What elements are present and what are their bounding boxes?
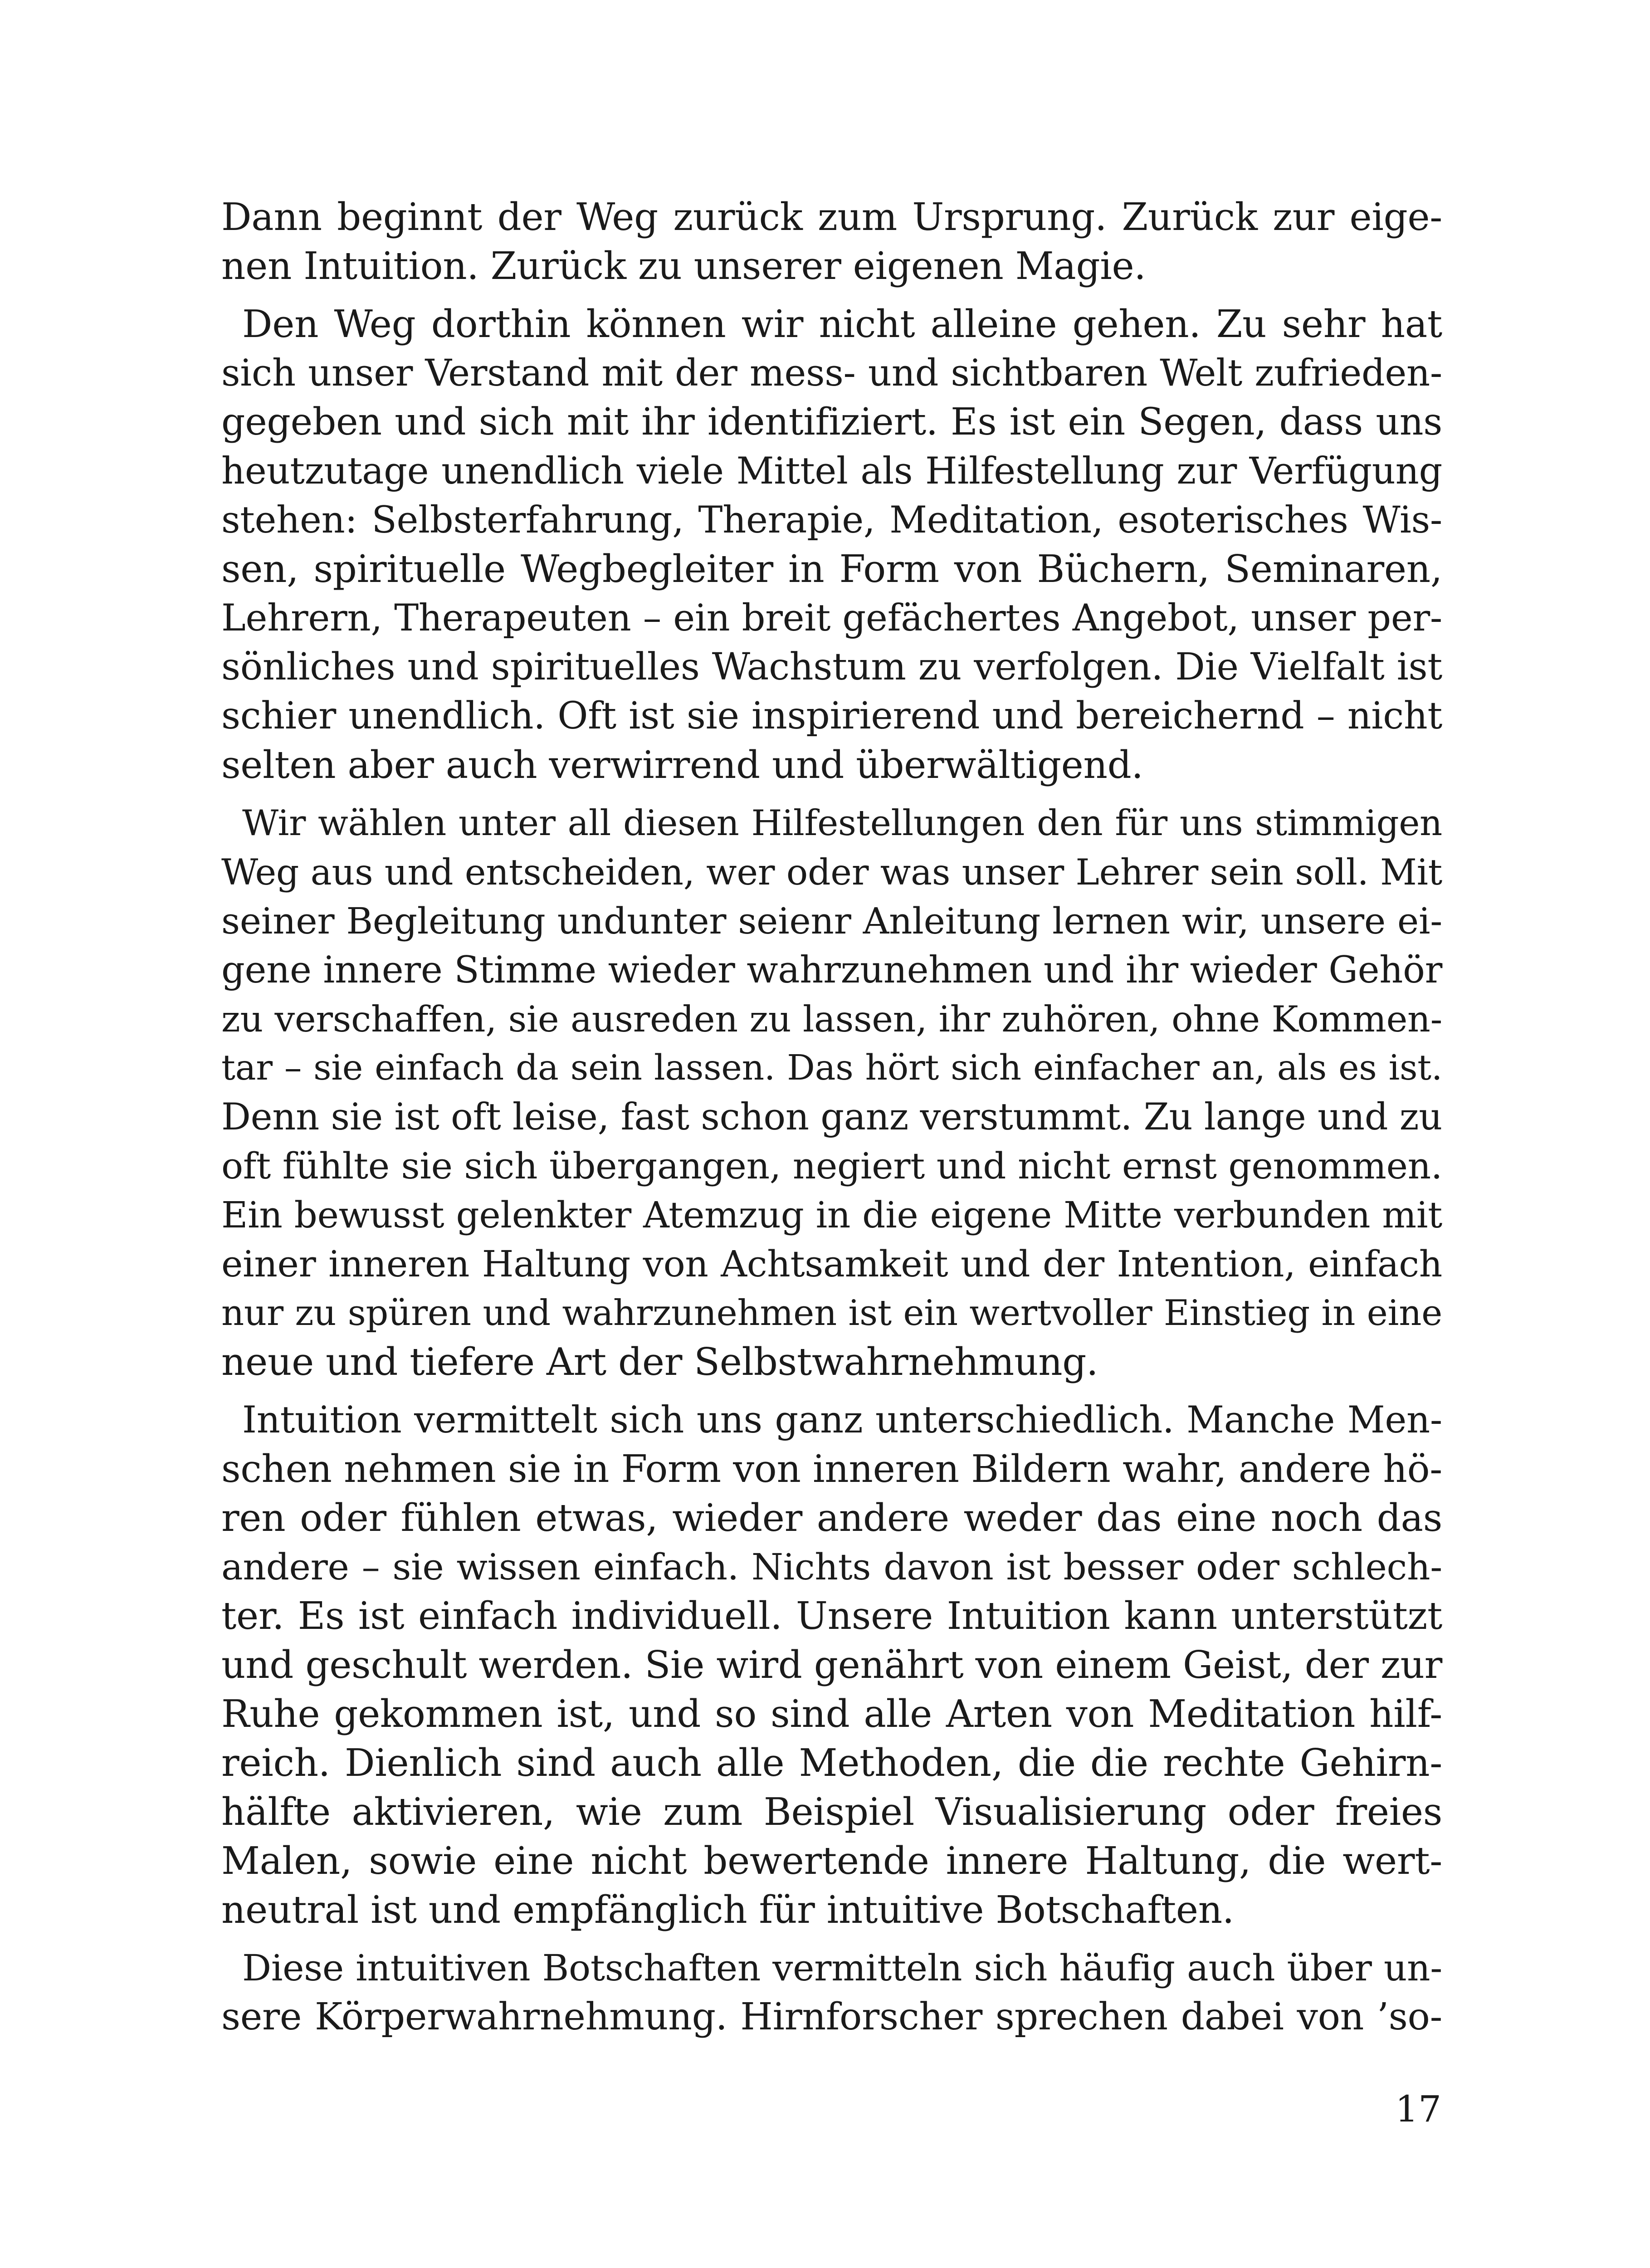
- text-line: oft fühlte sie sich übergangen, negiert und nicht ernst genommen.: [221, 1145, 1442, 1187]
- text-line: Weg aus und entscheiden, wer oder was unser Lehrer sein soll. Mit: [221, 851, 1442, 893]
- text-line: nen Intuition. Zurück zu unserer eigenen Magie.: [221, 244, 1146, 288]
- text-line: ren oder fühlen etwas, wieder andere weder das eine noch das: [221, 1496, 1442, 1540]
- text-line: sen, spirituelle Wegbegleiter in Form von Büchern, Seminaren,: [221, 547, 1442, 591]
- text-line: tar – sie einfach da sein lassen. Das hört sich einfacher an, als es ist.: [221, 1048, 1442, 1088]
- text-line: stehen: Selbsterfahrung, Therapie, Meditation, esoterisches Wis-: [221, 499, 1442, 542]
- text-line: reich. Dienlich sind auch alle Methoden, die die rechte Gehirn-: [221, 1741, 1442, 1785]
- text-line: Lehrern, Therapeuten – ein breit gefächertes Angebot, unser per-: [221, 597, 1442, 640]
- text-line: Den Weg dorthin können wir nicht alleine gehen. Zu sehr hat: [242, 302, 1442, 346]
- text-line: ter. Es ist einfach individuell. Unsere Intuition kann unterstützt: [221, 1594, 1442, 1638]
- text-line: neue und tiefere Art der Selbstwahrnehmung.: [221, 1340, 1098, 1384]
- text-line: Ein bewusst gelenkter Atemzug in die eigene Mitte verbunden mit: [221, 1194, 1442, 1236]
- page-body: [221, 193, 1442, 2042]
- text-line: Ruhe gekommen ist, und so sind alle Arten von Meditation hilf-: [221, 1692, 1442, 1736]
- paragraph-4: [221, 1396, 1442, 1935]
- text-line: Dann beginnt der Weg zurück zum Ursprung. Zurück zur eige-: [221, 195, 1442, 239]
- text-line: Diese intuitiven Botschaften vermitteln sich häufig auch über un-: [242, 1947, 1442, 1989]
- text-line: Intuition vermittelt sich uns ganz unterschiedlich. Manche Men-: [242, 1399, 1442, 1442]
- text-line: heutzutage unendlich viele Mittel als Hilfestellung zur Verfügung: [221, 450, 1442, 493]
- paragraph-1: [221, 193, 1442, 291]
- text-line: Denn sie ist oft leise, fast schon ganz verstummt. Zu lange und zu: [221, 1096, 1442, 1139]
- paragraph-2: [221, 300, 1442, 790]
- text-line: nur zu spüren und wahrzunehmen ist ein wertvoller Einstieg in eine: [221, 1293, 1442, 1334]
- text-line: schier unendlich. Oft ist sie inspirierend und bereichernd – nicht: [221, 694, 1442, 738]
- text-line: und geschult werden. Sie wird genährt von einem Geist, der zur: [221, 1643, 1442, 1687]
- page-number: 17: [1395, 2088, 1441, 2130]
- text-line: andere – sie wissen einfach. Nichts davon ist besser oder schlech-: [221, 1546, 1442, 1588]
- paragraph-3: [221, 799, 1442, 1387]
- text-line: seiner Begleitung undunter seienr Anleitung lernen wir, unsere ei-: [221, 900, 1442, 942]
- text-line: gegeben und sich mit ihr identifiziert. Es ist ein Segen, dass uns: [221, 401, 1442, 444]
- text-line: zu verschaffen, sie ausreden zu lassen, ihr zuhören, ohne Kommen-: [221, 998, 1442, 1040]
- text-line: einer inneren Haltung von Achtsamkeit und der Intention, einfach: [221, 1243, 1442, 1285]
- text-line: Malen, sowie eine nicht bewertende innere Haltung, die wert-: [221, 1839, 1442, 1883]
- text-line: sere Körperwahrnehmung. Hirnforscher sprechen dabei von ’so-: [221, 1995, 1442, 2038]
- text-line: Wir wählen unter all diesen Hilfestellungen den für uns stimmigen: [242, 803, 1442, 844]
- text-line: gene innere Stimme wieder wahrzunehmen und ihr wieder Gehör: [221, 949, 1442, 992]
- text-line: selten aber auch verwirrend und überwältigend.: [221, 743, 1143, 787]
- paragraph-5: [221, 1944, 1442, 2042]
- text-line: hälfte aktivieren, wie zum Beispiel Visualisierung oder freies: [221, 1790, 1442, 1834]
- text-line: neutral ist und empfänglich für intuitive Botschaften.: [221, 1888, 1234, 1932]
- text-line: schen nehmen sie in Form von inneren Bildern wahr, andere hö-: [221, 1447, 1442, 1491]
- text-line: sich unser Verstand mit der mess- und sichtbaren Welt zufrieden-: [221, 352, 1442, 395]
- text-line: sönliches und spirituelles Wachstum zu verfolgen. Die Vielfalt ist: [221, 645, 1442, 689]
